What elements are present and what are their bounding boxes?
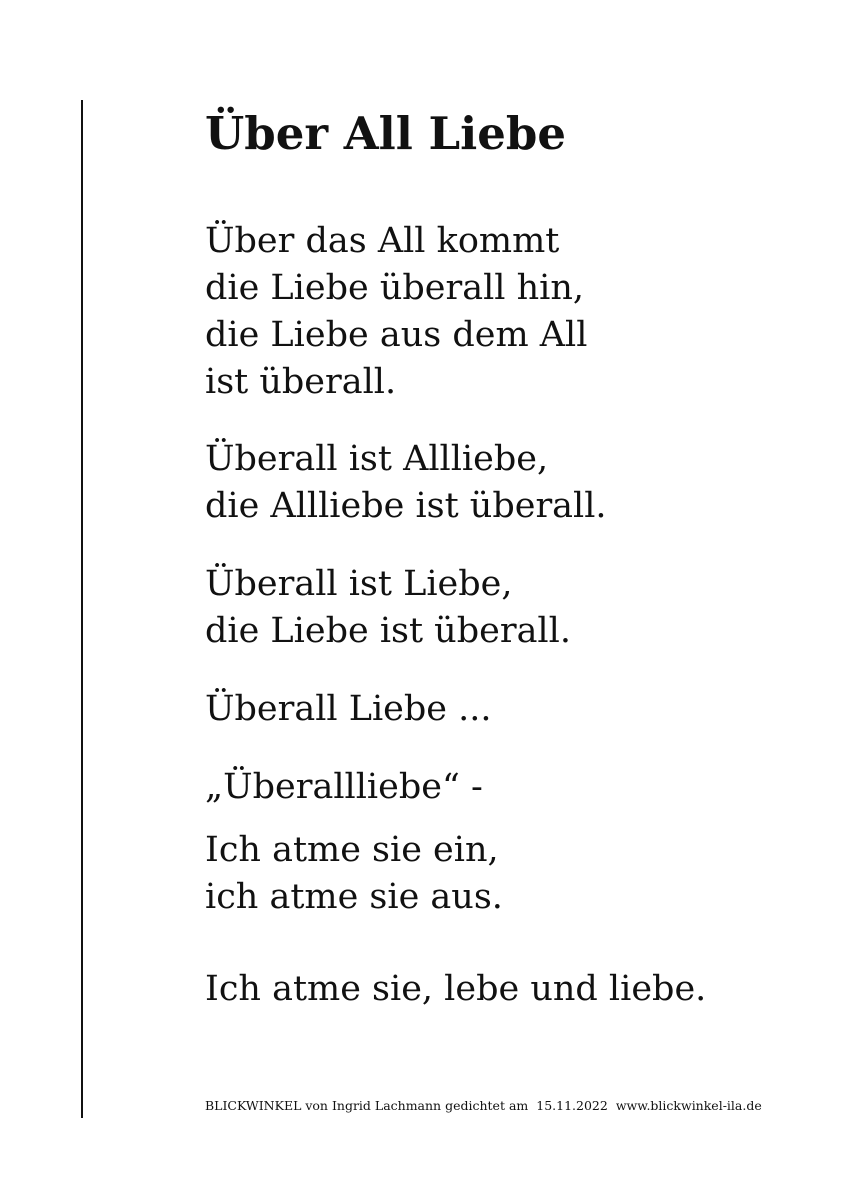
poem-line: Ich atme sie ein, [205,830,499,870]
poem-line: Über das All kommt [205,221,560,261]
footer-website: www.blickwinkel-ila.de [615,1098,762,1113]
poem-line: ist überall. [205,362,397,402]
poem-line: Überall Liebe ... [205,689,492,729]
poem-line: ich atme sie aus. [205,877,503,917]
poem-line: die Liebe aus dem All [205,315,588,355]
poem-line: Überall ist Liebe, [205,564,513,604]
poem-line: „Überallliebe“ - [205,767,483,807]
poem-line: die Liebe überall hin, [205,268,585,308]
footer-credit [205,1098,762,1114]
poem-title: Über All Liebe [205,107,566,160]
margin-rule [81,100,83,1118]
poem-line: Überall ist Allliebe, [205,439,549,479]
poem-line: die Liebe ist überall. [205,611,571,651]
footer-date: 15.11.2022 [536,1098,608,1113]
poem-line: Ich atme sie, lebe und liebe. [205,969,707,1009]
poem-line: die Allliebe ist überall. [205,486,607,526]
footer-credit-text: BLICKWINKEL von Ingrid Lachmann gedichtet am [205,1098,529,1113]
